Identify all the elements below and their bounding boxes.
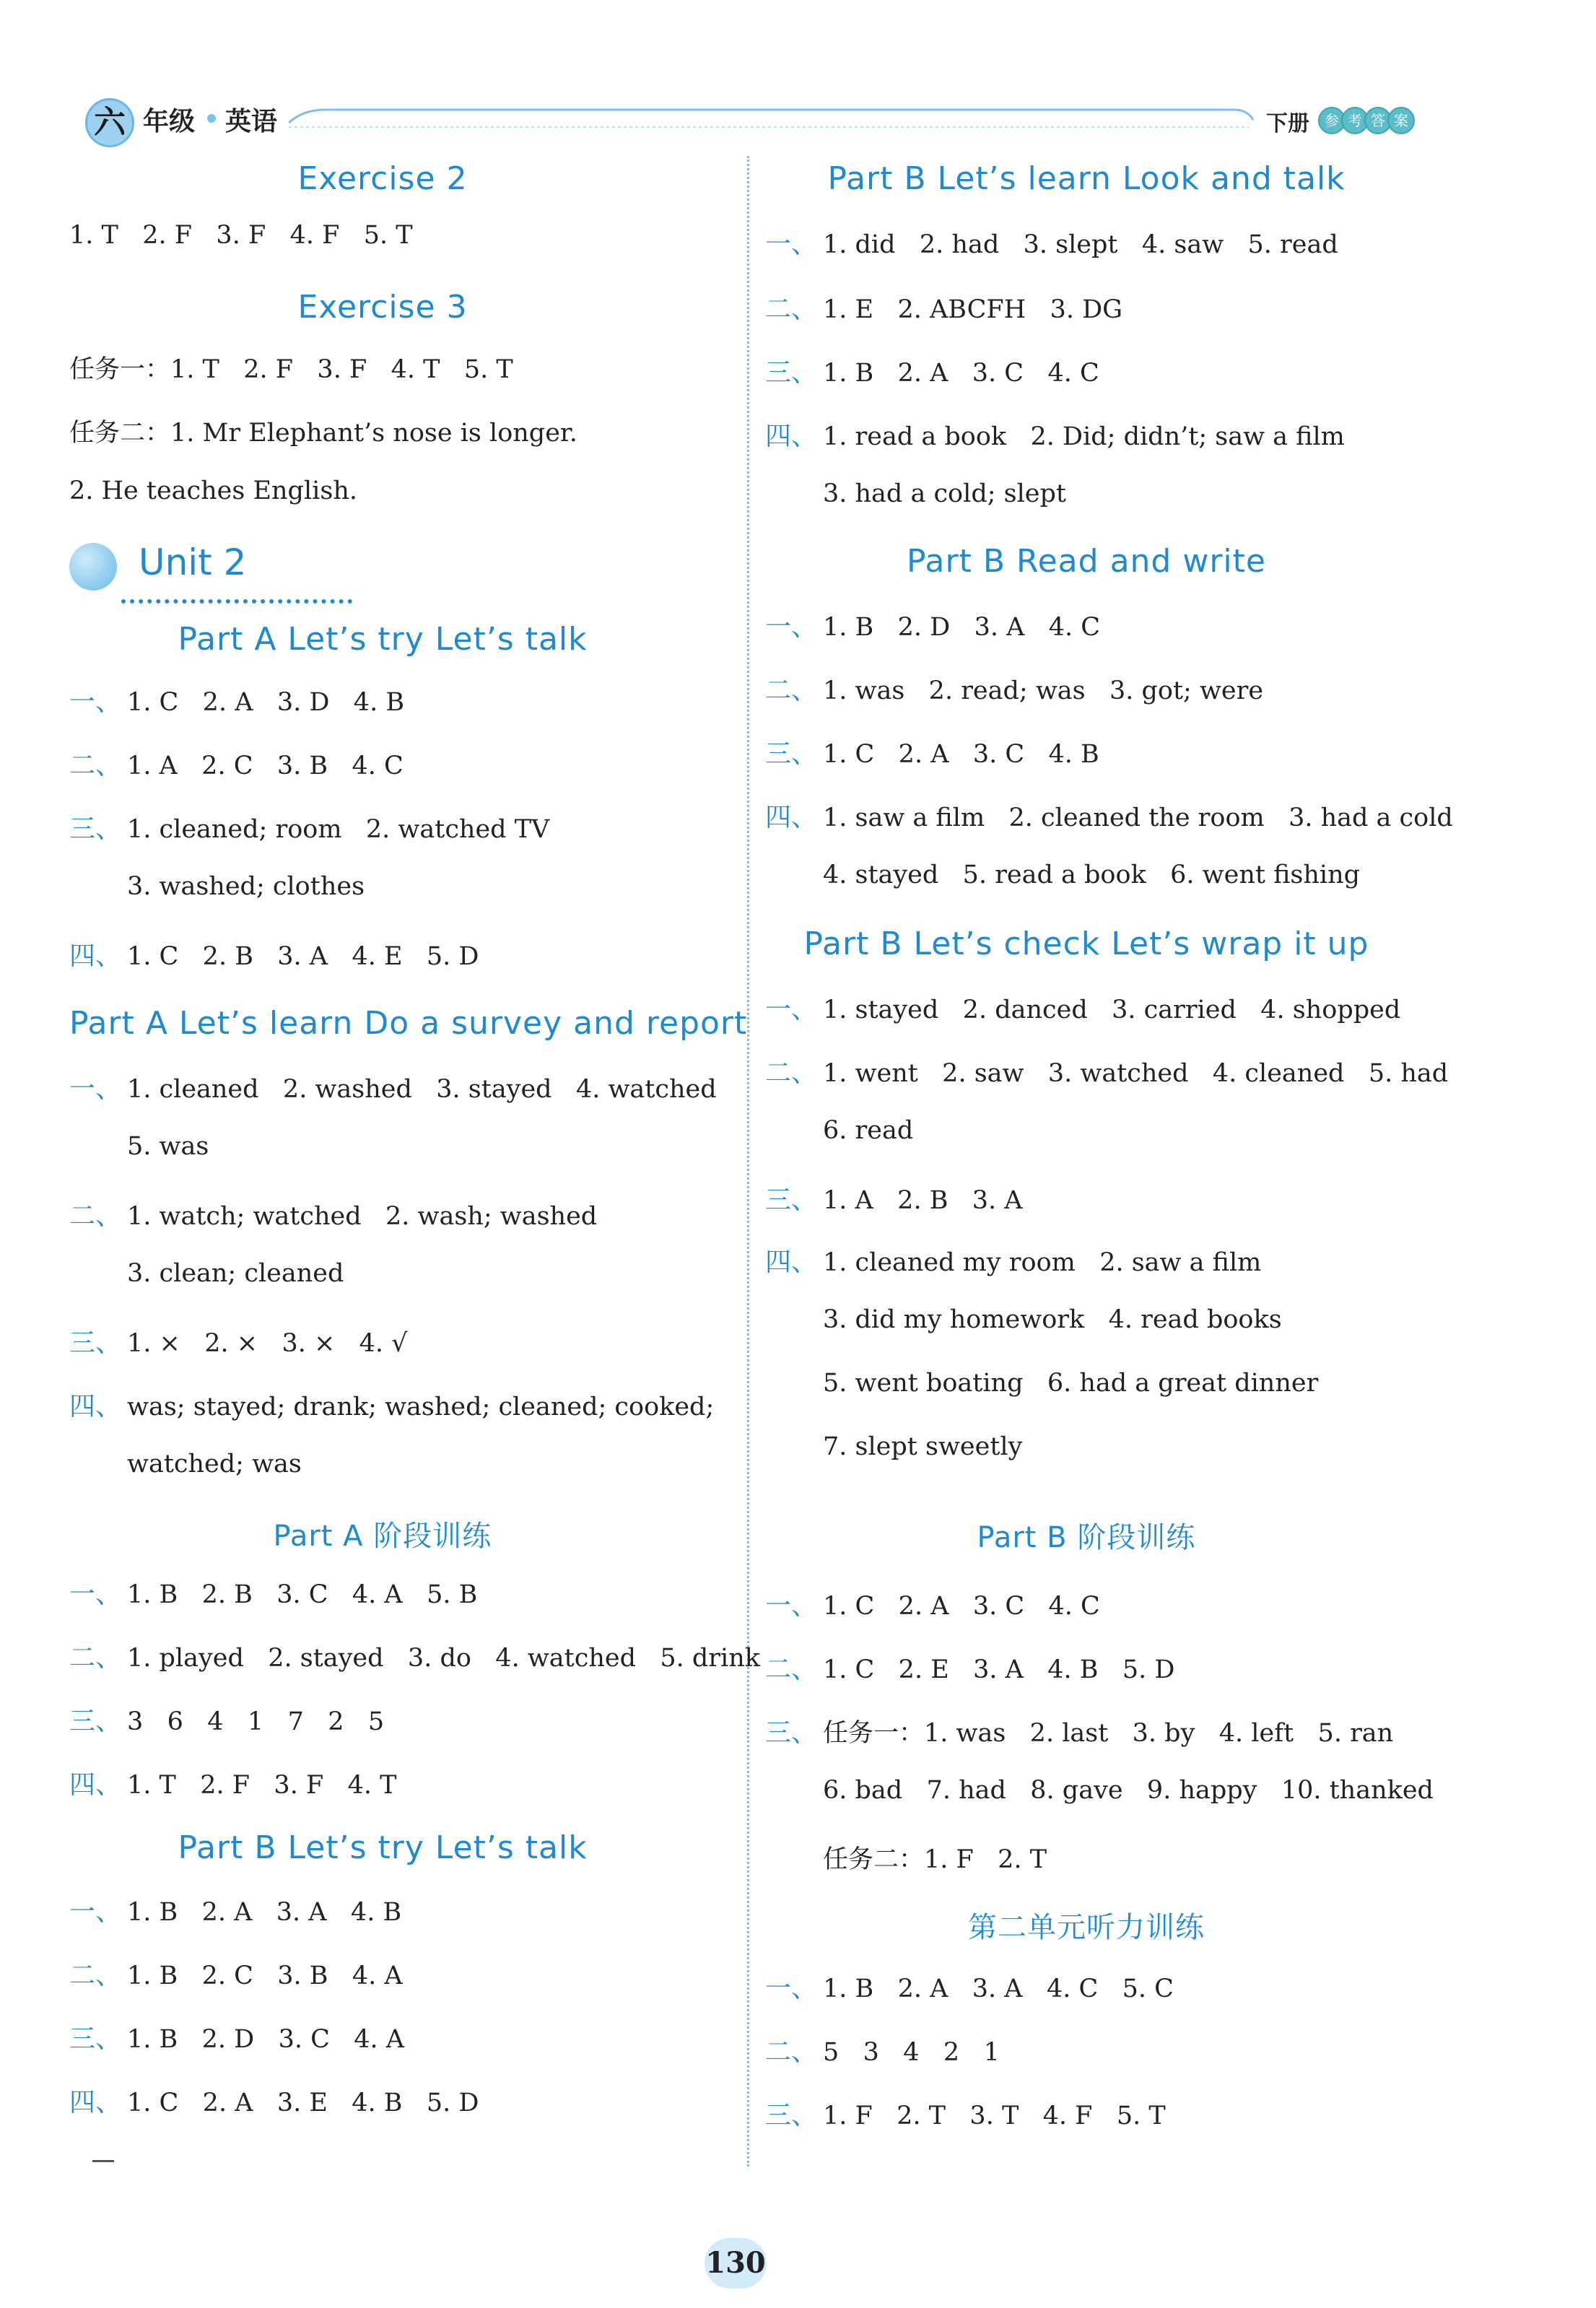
question-number: 二、: [765, 2037, 818, 2067]
answer-text: 3 6 4 1 7 2 5: [127, 1707, 385, 1736]
answer-text: 1. was 2. read; was 3. got; were: [823, 676, 1264, 705]
question-number: 一、: [765, 1974, 818, 2003]
question-number: 二、: [69, 1961, 122, 1990]
question-number: 一、: [765, 612, 818, 642]
answer-text: 1. cleaned; room 2. watched TV: [127, 815, 550, 844]
answer-line: [765, 289, 1122, 326]
question-number: 二、: [69, 1201, 122, 1231]
answer-line: [69, 1891, 401, 1928]
answer-text: 6. read: [823, 1116, 914, 1145]
section-heading: Exercise 2: [297, 160, 468, 197]
question-number: 二、: [69, 1643, 122, 1673]
answer-line: [765, 670, 1263, 707]
question-number: 三、: [69, 1328, 122, 1358]
answer-text: 1. B 2. C 3. B 4. A: [127, 1961, 403, 1990]
answer-line: [765, 416, 1345, 453]
answer-line: [765, 1585, 1100, 1622]
question-number: 一、: [69, 1580, 122, 1609]
answer-line: [765, 1242, 1261, 1279]
question-number: 三、: [69, 2024, 122, 2054]
answer-text: 1. A 2. C 3. B 4. C: [127, 752, 404, 780]
answer-line: [69, 681, 404, 718]
answer-text: 1. B 2. B 3. C 4. A 5. B: [127, 1580, 478, 1609]
answer-text: 5. went boating 6. had a great dinner: [823, 1369, 1319, 1398]
answer-text: 1. cleaned my room 2. saw a film: [823, 1248, 1262, 1277]
pill: 答: [1364, 107, 1392, 134]
answer-line: [765, 1053, 1448, 1089]
question-number: 三、: [765, 358, 818, 388]
section-heading: Part A Let’s learn Do a survey and report: [69, 1005, 748, 1042]
answer-text: 1. B 2. D 3. C 4. A: [127, 2025, 405, 2054]
answer-line: [765, 1776, 1434, 1805]
answer-text: 1. did 2. had 3. slept 4. saw 5. read: [823, 230, 1338, 259]
question-number: 一、: [69, 687, 122, 717]
section-heading: Exercise 3: [297, 289, 468, 326]
answer-text: 1. B 2. A 3. A 4. B: [127, 1898, 402, 1927]
answer-line: [765, 1839, 1047, 1876]
volume-label: 下册: [1266, 111, 1309, 136]
answer-line: [69, 1323, 408, 1359]
question-number: 一、: [765, 230, 818, 259]
answer-line: [69, 1637, 760, 1674]
question-number: 三、: [765, 739, 818, 769]
answer-key-badge: [1318, 107, 1415, 131]
answer-text: 1. T 2. F 3. F 4. T: [127, 1771, 397, 1800]
answer-line: [765, 1369, 1318, 1398]
footer-dash: [92, 2160, 114, 2162]
answer-line: [765, 1116, 913, 1145]
answer-text: 1. C 2. A 3. C 4. C: [823, 1592, 1100, 1621]
answer-line: [69, 872, 365, 901]
unit-heading: [69, 541, 372, 599]
answer-line: [765, 2095, 1166, 2132]
page-number: 130: [705, 2238, 767, 2289]
answer-text: 5. was: [127, 1132, 209, 1161]
answer-text: 1. C 2. B 3. A 4. E 5. D: [127, 942, 479, 971]
question-number: 二、: [765, 295, 818, 324]
question-number: 三、: [765, 1718, 818, 1748]
separator-dot-icon: [207, 114, 216, 123]
answer-line: [69, 745, 404, 782]
answer-line: [69, 221, 413, 250]
question-number: 三、: [69, 814, 122, 844]
answer-line: [69, 413, 577, 449]
question-number: 四、: [69, 1770, 122, 1800]
section-heading: Part B Read and write: [907, 543, 1266, 580]
answer-line: [69, 2082, 479, 2119]
answer-line: [69, 936, 479, 972]
answer-line: [69, 1196, 597, 1232]
answer-text: 1. C 2. E 3. A 4. B 5. D: [823, 1655, 1175, 1684]
section-heading: Part B Let’s check Let’s wrap it up: [803, 926, 1369, 962]
question-number: 三、: [69, 1707, 122, 1736]
answer-line: [765, 1180, 1023, 1216]
answer-line: [69, 2019, 404, 2055]
section-heading: Part A Let’s try Let’s talk: [178, 621, 588, 658]
answer-text: 任务一：1. was 2. last 3. by 4. left 5. ran: [823, 1719, 1394, 1748]
answer-line: [69, 1450, 302, 1479]
unit-underline: [121, 585, 352, 604]
answer-text: 3. washed; clothes: [127, 872, 365, 901]
question-number: 二、: [69, 751, 122, 780]
answer-text: 1. stayed 2. danced 3. carried 4. shopped: [823, 996, 1401, 1024]
question-number: 一、: [69, 1074, 122, 1104]
answer-text: 1. cleaned 2. washed 3. stayed 4. watched: [127, 1075, 717, 1104]
answer-text: 1. played 2. stayed 3. do 4. watched 5. drink: [127, 1644, 760, 1673]
answer-line: [69, 1132, 209, 1161]
answer-text: 7. slept sweetly: [823, 1432, 1023, 1461]
answer-text: 3. had a cold; slept: [823, 479, 1066, 508]
answer-text: 3. did my homework 4. read books: [823, 1305, 1282, 1334]
section-heading: Part B Let’s learn Look and talk: [827, 160, 1346, 197]
answer-line: [69, 809, 549, 845]
answer-text: 1. B 2. D 3. A 4. C: [823, 613, 1101, 642]
answer-line: [765, 1712, 1393, 1749]
column-divider: [747, 156, 749, 2167]
question-number: 四、: [765, 803, 818, 832]
question-number: 二、: [765, 1058, 818, 1088]
question-number: 二、: [765, 1655, 818, 1684]
answer-line: [69, 349, 513, 386]
answer-text: 1. E 2. ABCFH 3. DG: [823, 295, 1123, 324]
answer-text: 1. T 2. F 3. F 4. F 5. T: [69, 221, 413, 250]
answer-line: [69, 1764, 396, 1801]
answer-text: 1. saw a film 2. cleaned the room 3. had a cold: [823, 804, 1453, 832]
answer-line: [765, 1305, 1282, 1334]
answer-text: 1. C 2. A 3. D 4. B: [127, 688, 405, 717]
unit-title: Unit 2: [139, 541, 247, 583]
question-number: 一、: [765, 1591, 818, 1621]
answer-text: 1. B 2. A 3. C 4. C: [823, 359, 1099, 388]
answer-text: 1. read a book 2. Did; didn’t; saw a film: [823, 422, 1345, 451]
answer-text: 1. A 2. B 3. A: [823, 1186, 1023, 1215]
answer-text: 1. watch; watched 2. wash; washed: [127, 1202, 598, 1231]
unit-bubble-icon: [69, 543, 117, 591]
answer-line: [69, 1701, 384, 1738]
question-number: 二、: [765, 676, 818, 705]
answer-text: 1. B 2. A 3. A 4. C 5. C: [823, 1974, 1174, 2003]
answer-text: 2. He teaches English.: [69, 476, 357, 505]
grade-label: 年级: [143, 107, 196, 136]
pill: 案: [1387, 107, 1415, 134]
answer-text: was; stayed; drank; washed; cleaned; cooked;: [127, 1393, 715, 1421]
question-number: 四、: [69, 2088, 122, 2117]
answer-line: [69, 476, 357, 505]
answer-line: [765, 1649, 1175, 1686]
pill: 参: [1318, 107, 1346, 134]
answer-text: 1. C 2. A 3. C 4. B: [823, 740, 1099, 769]
answer-text: 6. bad 7. had 8. gave 9. happy 10. thanked: [823, 1776, 1434, 1805]
page-header: [0, 0, 1596, 166]
answer-line: [765, 1432, 1022, 1461]
answer-line: [765, 733, 1099, 770]
answer-line: [765, 224, 1338, 261]
answer-text: 1. C 2. A 3. E 4. B 5. D: [127, 2089, 479, 2117]
answer-line: [765, 861, 1360, 889]
answer-line: [69, 1386, 714, 1423]
answer-text: 1. F 2. T 3. T 4. F 5. T: [823, 2102, 1166, 2130]
answer-text: 任务二：1. Mr Elephant’s nose is longer.: [69, 419, 577, 448]
answer-line: [69, 1259, 344, 1288]
answer-text: 任务一：1. T 2. F 3. F 4. T 5. T: [69, 355, 513, 384]
answer-line: [69, 1574, 477, 1611]
answer-line: [69, 1068, 717, 1105]
answer-line: [765, 352, 1099, 389]
question-number: 四、: [69, 941, 122, 971]
answer-text: 1. × 2. × 3. × 4. √: [127, 1329, 408, 1358]
header-rule: [289, 108, 1256, 130]
answer-text: 3. clean; cleaned: [127, 1259, 344, 1288]
pill: 考: [1341, 107, 1369, 134]
grade-badge: 六: [85, 98, 134, 147]
section-heading: Part B 阶段训练: [977, 1521, 1196, 1554]
question-number: 四、: [69, 1392, 122, 1421]
section-heading: Part B Let’s try Let’s talk: [178, 1829, 588, 1866]
answer-line: [765, 479, 1066, 508]
answer-text: 5 3 4 2 1: [823, 2038, 1000, 2067]
section-heading: Part A 阶段训练: [273, 1520, 492, 1553]
subject-label: 英语: [225, 107, 278, 136]
answer-text: 任务二：1. F 2. T: [823, 1845, 1047, 1874]
answer-line: [765, 989, 1400, 1026]
question-number: 三、: [765, 1185, 818, 1215]
question-number: 三、: [765, 2101, 818, 2130]
answer-line: [765, 797, 1453, 834]
answer-line: [69, 1955, 403, 1992]
answer-line: [765, 1968, 1174, 2005]
question-number: 四、: [765, 422, 818, 451]
answer-line: [765, 2032, 1000, 2068]
answer-text: 1. went 2. saw 3. watched 4. cleaned 5. had: [823, 1059, 1449, 1088]
question-number: 一、: [765, 995, 818, 1024]
answer-text: 4. stayed 5. read a book 6. went fishing: [823, 861, 1361, 889]
section-heading: 第二单元听力训练: [968, 1911, 1205, 1944]
answer-line: [765, 606, 1100, 643]
question-number: 四、: [765, 1247, 818, 1277]
question-number: 一、: [69, 1897, 122, 1927]
answer-text: watched; was: [127, 1450, 302, 1479]
